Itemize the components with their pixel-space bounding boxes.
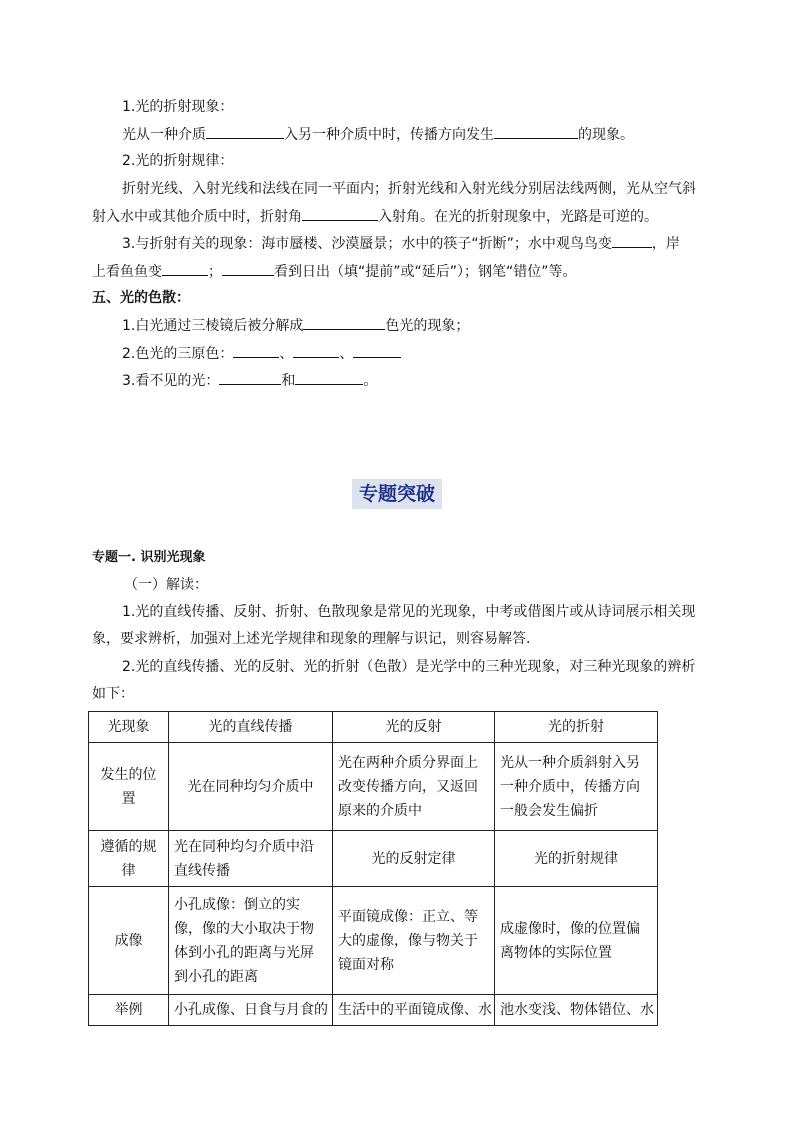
section-banner: 专题突破 xyxy=(352,479,442,509)
dispersion-heading: 五、光的色散： xyxy=(92,290,190,306)
refraction-law-text: 折射光线、入射光线和法线在同一平面内；折射光线和入射光线分别居法线两侧，光从空气斜 xyxy=(122,181,696,197)
refraction-heading: 1.光的折射现象： xyxy=(122,99,234,115)
dispersion-item-3: 3.看不见的光： 和 。 xyxy=(122,370,377,391)
table-cell: 光的折射规律 xyxy=(495,831,658,887)
table-cell: 发生的位置 xyxy=(89,743,169,831)
refraction-law-heading: 2.光的折射规律： xyxy=(122,153,234,169)
blank[interactable] xyxy=(302,206,378,221)
table-row xyxy=(89,831,658,887)
blank[interactable] xyxy=(233,343,279,358)
blank[interactable] xyxy=(303,315,385,330)
table-cell: 光从一种介质斜射入另一种介质中，传播方向一般会发生偏折 xyxy=(495,743,658,831)
blank[interactable] xyxy=(162,261,208,276)
table-header-cell: 光的直线传播 xyxy=(169,712,333,743)
blank[interactable] xyxy=(295,370,363,385)
refraction-phenomena-2: 上看鱼鱼变 ； 看到日出（填“提前”或“延后”）；钢笔“错位”等。 xyxy=(92,261,577,282)
topic-paragraph-1-cont: 象，要求辨析，加强对上述光学规律和现象的理解与识记，则容易解答. xyxy=(92,631,531,647)
table-header-cell: 光的折射 xyxy=(495,712,658,743)
table-row xyxy=(89,743,658,831)
topic-paragraph-2: 2.光的直线传播、光的反射、光的折射（色散）是光学中的三种光现象，对三种光现象的辨析 xyxy=(122,659,696,675)
refraction-definition: 光从一种介质 入另一种介质中时，传播方向发生 的现象。 xyxy=(122,124,634,145)
table-cell: 举例 xyxy=(89,995,169,1026)
blank[interactable] xyxy=(494,124,578,139)
blank[interactable] xyxy=(222,261,274,276)
table-row xyxy=(89,887,658,995)
table-header-cell: 光现象 xyxy=(89,712,169,743)
refraction-phenomena: 3.与折射有关的现象：海市蜃楼、沙漠蜃景；水中的筷子“折断”；水中观鸟鸟变 ，岸 xyxy=(122,233,680,254)
topic-title: 专题一. 识别光现象 xyxy=(92,550,206,565)
refraction-law-text-2: 射入水中或其他介质中时，折射角 入射角。在光的折射现象中，光路是可逆的。 xyxy=(92,206,658,227)
dispersion-item-2: 2.色光的三原色： 、 、 xyxy=(122,343,401,364)
topic-paragraph-1: 1.光的直线传播、反射、折射、色散现象是常见的光现象，中考或借图片或从诗词展示相关现 xyxy=(122,604,696,620)
table-header-cell: 光的反射 xyxy=(333,712,495,743)
table-cell: 光的反射定律 xyxy=(333,831,495,887)
topic-paragraph-2-cont: 如下： xyxy=(92,686,134,702)
blank[interactable] xyxy=(219,370,281,385)
table-header-row xyxy=(89,712,658,743)
table-cell: 光在两种介质分界面上改变传播方向，又返回原来的介质中 xyxy=(333,743,495,831)
comparison-table xyxy=(88,711,658,1026)
blank[interactable] xyxy=(612,233,652,248)
blank[interactable] xyxy=(293,343,339,358)
table-cell: 光在同种均匀介质中沿直线传播 xyxy=(169,831,333,887)
table-cell: 光在同种均匀介质中 xyxy=(169,743,333,831)
table-cell: 成虚像时，像的位置偏离物体的实际位置 xyxy=(495,887,658,995)
topic-subheading: （一）解读： xyxy=(124,577,208,593)
table-cell: 生活中的平面镜成像、水 xyxy=(333,995,495,1026)
table-cell: 成像 xyxy=(89,887,169,995)
dispersion-item-1: 1.白光通过三棱镜后被分解成 色光的现象； xyxy=(122,315,469,336)
table-cell: 遵循的规律 xyxy=(89,831,169,887)
blank[interactable] xyxy=(206,124,284,139)
table-cell: 平面镜成像：正立、等大的虚像，像与物关于镜面对称 xyxy=(333,887,495,995)
table-row xyxy=(89,995,658,1026)
blank[interactable] xyxy=(353,343,401,358)
table-cell: 小孔成像、日食与月食的 xyxy=(169,995,333,1026)
table-cell: 池水变浅、物体错位、水 xyxy=(495,995,658,1026)
table-cell: 小孔成像：倒立的实像，像的大小取决于物体到小孔的距离与光屏到小孔的距离 xyxy=(169,887,333,995)
